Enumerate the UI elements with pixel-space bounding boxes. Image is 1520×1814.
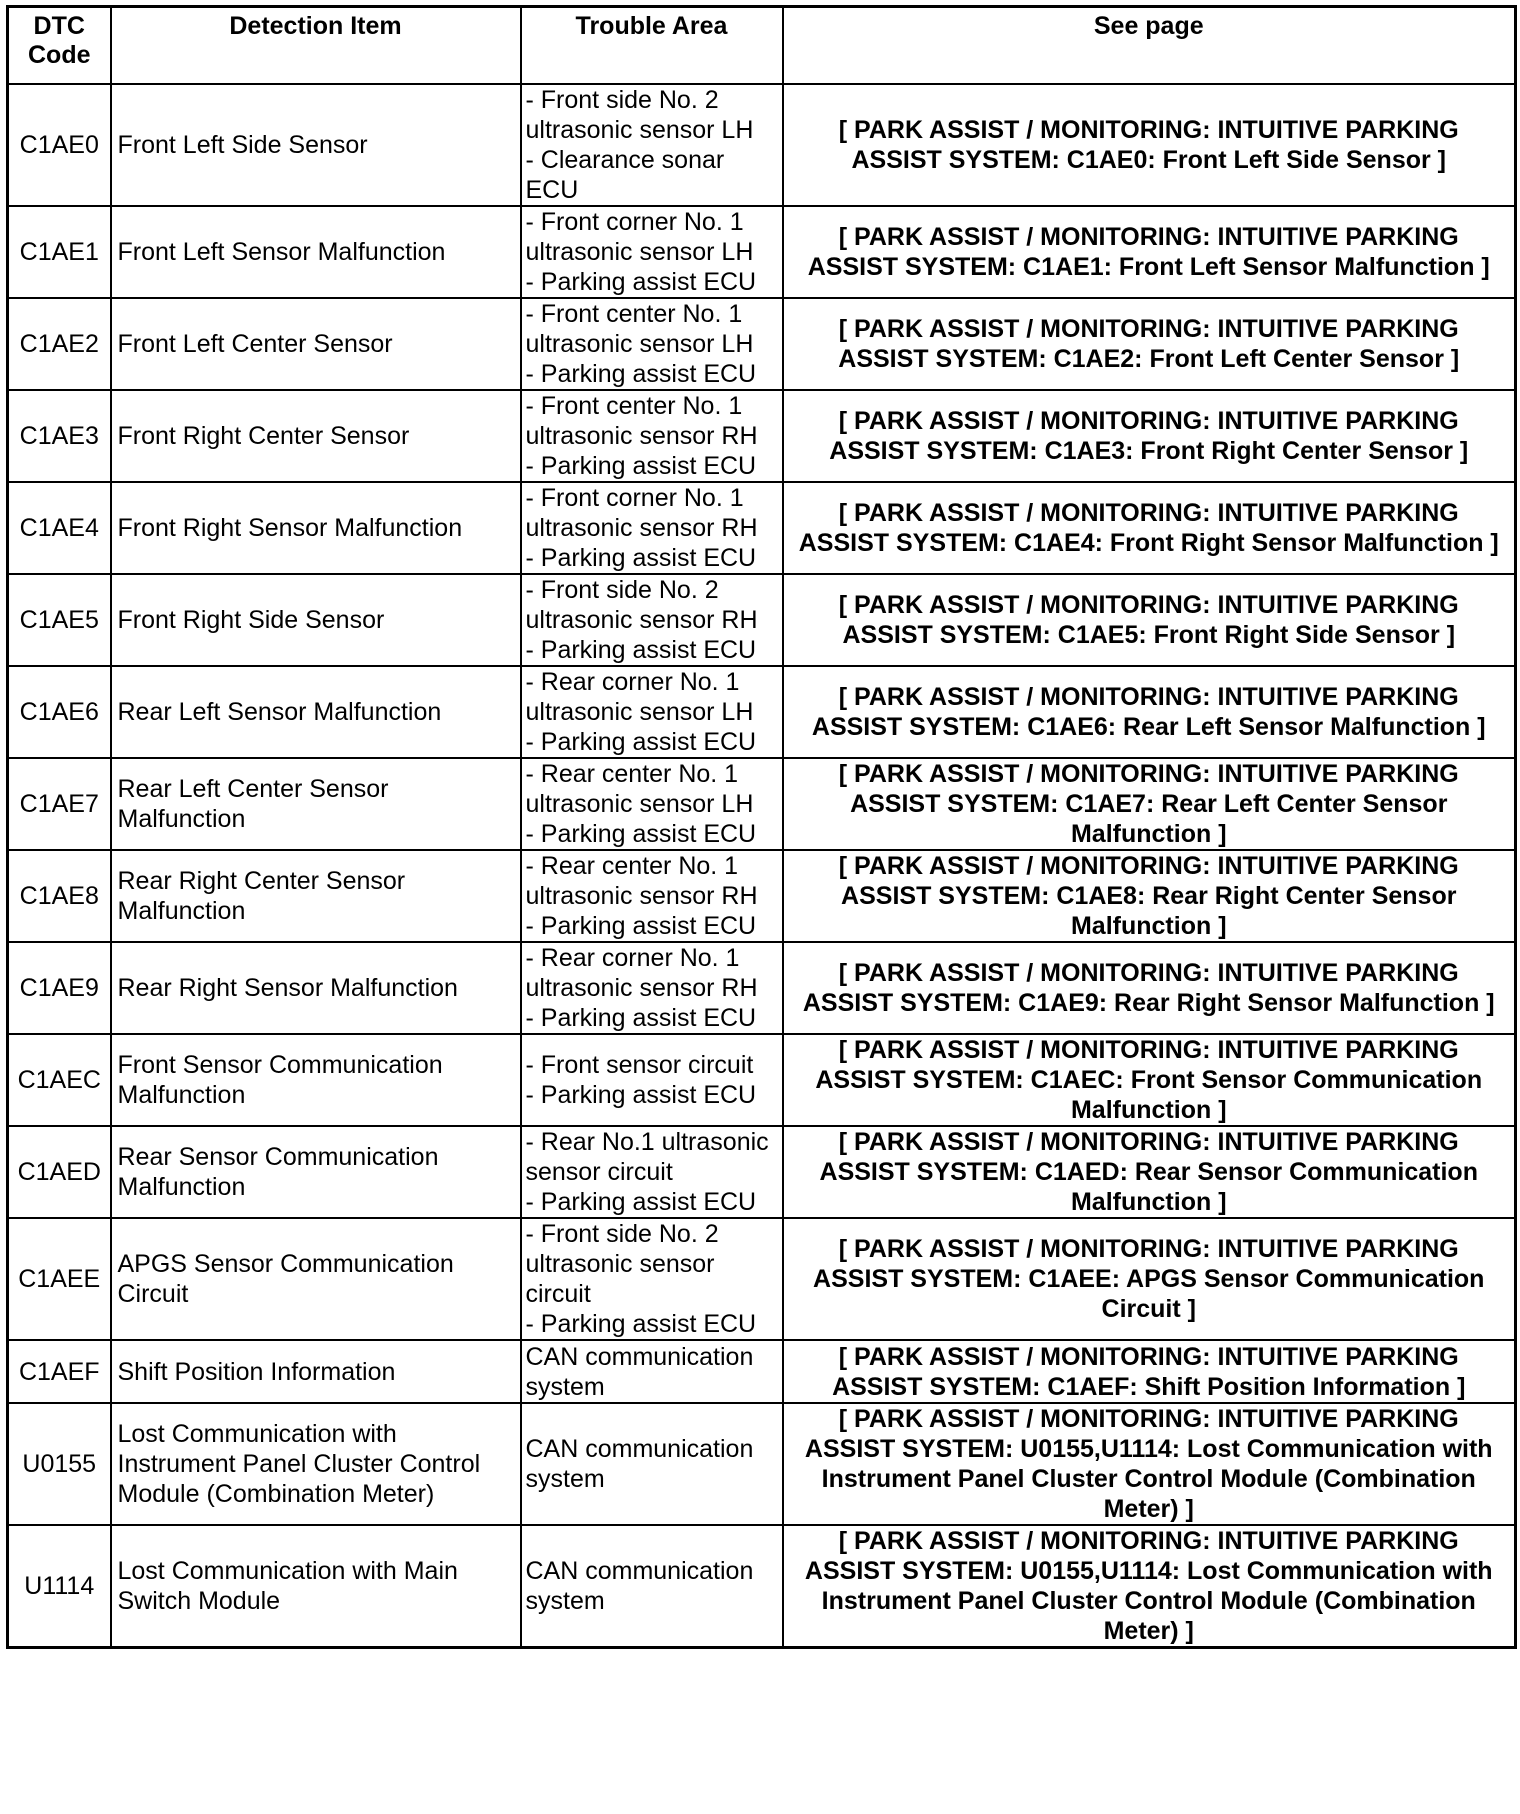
see-page-cell xyxy=(783,390,1516,482)
detection-item-cell-line: APGS Sensor Communication xyxy=(117,1250,454,1278)
trouble-area-cell-line: ultrasonic sensor LH xyxy=(525,330,754,358)
detection-item-cell-line: Rear Right Center Sensor xyxy=(117,867,406,895)
detection-item-cell xyxy=(111,206,521,298)
trouble-area-cell-line: - Parking assist ECU xyxy=(525,912,757,940)
see-page-cell-line: ASSIST SYSTEM: C1AE0: Front Left Side Sensor ] xyxy=(851,146,1447,174)
trouble-area-cell xyxy=(521,390,783,482)
trouble-area-cell-line: - Parking assist ECU xyxy=(525,636,757,664)
trouble-area-cell xyxy=(521,1340,783,1403)
trouble-area-cell-line: system xyxy=(525,1372,605,1401)
trouble-area-cell-line: ultrasonic sensor RH xyxy=(525,882,758,910)
see-page-cell xyxy=(783,1126,1516,1218)
see-page-cell-line: Malfunction ] xyxy=(1070,1096,1227,1124)
trouble-area-cell-line: ultrasonic sensor xyxy=(525,1250,715,1278)
see-page-cell-line: [ PARK ASSIST / MONITORING: INTUITIVE PARKING xyxy=(838,315,1459,343)
trouble-area-cell-line: - Front center No. 1 xyxy=(525,392,743,420)
see-page-cell-line: ASSIST SYSTEM: C1AED: Rear Sensor Communication xyxy=(819,1158,1478,1186)
trouble-area-cell-line: CAN communication xyxy=(525,1435,754,1463)
table-row xyxy=(8,666,1516,758)
see-page-cell-line: Malfunction ] xyxy=(1070,820,1227,848)
see-page-cell xyxy=(783,942,1516,1034)
trouble-area-cell-line: ultrasonic sensor LH xyxy=(525,116,754,144)
see-page-cell-line: [ PARK ASSIST / MONITORING: INTUITIVE PARKING xyxy=(838,499,1459,527)
see-page-cell xyxy=(783,482,1516,574)
see-page-cell-line: Malfunction ] xyxy=(1070,912,1227,940)
see-page-cell-line: [ PARK ASSIST / MONITORING: INTUITIVE PARKING xyxy=(838,959,1459,987)
see-page-cell-line: [ PARK ASSIST / MONITORING: INTUITIVE PARKING xyxy=(838,1128,1459,1156)
dtc-code-cell: C1AE7 xyxy=(8,758,111,850)
detection-item-cell-line: Rear Left Center Sensor xyxy=(117,775,389,803)
trouble-area-cell xyxy=(521,1218,783,1340)
detection-item-cell-line: Malfunction xyxy=(117,805,246,833)
table-row xyxy=(8,1126,1516,1218)
detection-item-cell xyxy=(111,482,521,574)
header-trouble-area: Trouble Area xyxy=(521,7,783,85)
detection-item-cell xyxy=(111,758,521,850)
detection-item-cell-line: Rear Right Sensor Malfunction xyxy=(117,974,458,1002)
detection-item-cell-line: Lost Communication with Main xyxy=(117,1557,458,1585)
table-row xyxy=(8,482,1516,574)
dtc-code-cell: C1AE6 xyxy=(8,666,111,758)
trouble-area-cell-line: ultrasonic sensor RH xyxy=(525,974,758,1002)
table-row xyxy=(8,298,1516,390)
trouble-area-cell-line: sensor circuit xyxy=(525,1158,673,1186)
trouble-area-cell-line: - Front side No. 2 xyxy=(525,576,719,604)
see-page-cell-line: ASSIST SYSTEM: U0155,U1114: Lost Communication with xyxy=(804,1435,1493,1463)
trouble-area-cell-line: - Rear corner No. 1 xyxy=(525,944,740,972)
dtc-code-cell: C1AED xyxy=(8,1126,111,1218)
see-page-cell-line: Meter) ] xyxy=(1103,1495,1194,1523)
header-detection-item: Detection Item xyxy=(111,7,521,85)
see-page-cell-line: Meter) ] xyxy=(1103,1617,1194,1645)
see-page-cell-line: [ PARK ASSIST / MONITORING: INTUITIVE PARKING xyxy=(838,116,1459,144)
see-page-cell xyxy=(783,574,1516,666)
see-page-cell-line: ASSIST SYSTEM: C1AE4: Front Right Sensor Malfunction ] xyxy=(798,529,1499,557)
dtc-code-cell: C1AE8 xyxy=(8,850,111,942)
see-page-cell xyxy=(783,206,1516,298)
see-page-cell-line: [ PARK ASSIST / MONITORING: INTUITIVE PARKING xyxy=(838,407,1459,435)
table-row xyxy=(8,942,1516,1034)
see-page-cell xyxy=(783,298,1516,390)
trouble-area-cell-line: ultrasonic sensor LH xyxy=(525,790,754,818)
trouble-area-cell-line: - Parking assist ECU xyxy=(525,544,757,572)
table-row xyxy=(8,390,1516,482)
trouble-area-cell-line: ECU xyxy=(525,176,579,204)
table-row xyxy=(8,1218,1516,1340)
see-page-cell-line: ASSIST SYSTEM: C1AE2: Front Left Center Sensor ] xyxy=(838,345,1460,373)
see-page-cell-line: ASSIST SYSTEM: C1AE7: Rear Left Center Sensor xyxy=(850,790,1448,818)
see-page-cell-line: ASSIST SYSTEM: C1AE3: Front Right Center Sensor ] xyxy=(829,437,1469,465)
trouble-area-cell-line: ultrasonic sensor LH xyxy=(525,238,754,266)
see-page-cell-line: [ PARK ASSIST / MONITORING: INTUITIVE PARKING xyxy=(838,683,1459,711)
detection-item-cell xyxy=(111,1034,521,1126)
header-dtc-code xyxy=(8,7,111,85)
detection-item-cell-line: Rear Sensor Communication xyxy=(117,1143,439,1171)
trouble-area-cell-line: ultrasonic sensor RH xyxy=(525,514,758,542)
trouble-area-cell-line: system xyxy=(525,1465,605,1493)
trouble-area-cell xyxy=(521,1126,783,1218)
trouble-area-cell-line: - Rear center No. 1 xyxy=(525,852,739,880)
see-page-cell-line: Instrument Panel Cluster Control Module (Combination xyxy=(821,1465,1476,1493)
detection-item-cell-line: Shift Position Information xyxy=(117,1357,396,1386)
see-page-cell-line: [ PARK ASSIST / MONITORING: INTUITIVE PARKING xyxy=(838,223,1459,251)
see-page-cell xyxy=(783,1403,1516,1525)
see-page-cell-line: Instrument Panel Cluster Control Module (Combination xyxy=(821,1587,1476,1615)
see-page-cell-line: [ PARK ASSIST / MONITORING: INTUITIVE PARKING xyxy=(838,1036,1459,1064)
see-page-cell xyxy=(783,758,1516,850)
see-page-cell-line: [ PARK ASSIST / MONITORING: INTUITIVE PARKING xyxy=(838,760,1459,788)
detection-item-cell-line: Front Left Center Sensor xyxy=(117,330,393,358)
detection-item-cell-line: Circuit xyxy=(117,1280,189,1308)
dtc-code-cell: C1AE9 xyxy=(8,942,111,1034)
trouble-area-cell-line: - Front corner No. 1 xyxy=(525,484,744,512)
detection-item-cell xyxy=(111,574,521,666)
trouble-area-cell-line: circuit xyxy=(525,1280,591,1308)
trouble-area-cell xyxy=(521,942,783,1034)
header-dtc-code-line1: DTC xyxy=(33,12,85,40)
detection-item-cell-line: Module (Combination Meter) xyxy=(117,1480,435,1508)
detection-item-cell xyxy=(111,850,521,942)
trouble-area-cell-line: CAN communication xyxy=(525,1342,754,1371)
dtc-code-cell: C1AE4 xyxy=(8,482,111,574)
trouble-area-cell-line: ultrasonic sensor RH xyxy=(525,606,758,634)
dtc-code-cell: U0155 xyxy=(8,1403,111,1525)
dtc-code-cell: C1AE5 xyxy=(8,574,111,666)
table-row xyxy=(8,1340,1516,1403)
see-page-cell xyxy=(783,1034,1516,1126)
dtc-code-cell: C1AE1 xyxy=(8,206,111,298)
table-row xyxy=(8,206,1516,298)
detection-item-cell xyxy=(111,1403,521,1525)
see-page-cell-line: ASSIST SYSTEM: C1AE9: Rear Right Sensor Malfunction ] xyxy=(802,989,1495,1017)
detection-item-cell-line: Front Right Center Sensor xyxy=(117,422,410,450)
trouble-area-cell-line: - Front sensor circuit xyxy=(525,1051,754,1079)
trouble-area-cell xyxy=(521,758,783,850)
see-page-cell xyxy=(783,666,1516,758)
dtc-code-cell: C1AE3 xyxy=(8,390,111,482)
detection-item-cell-line: Front Right Sensor Malfunction xyxy=(117,514,463,542)
trouble-area-cell-line: ultrasonic sensor LH xyxy=(525,698,754,726)
detection-item-cell-line: Front Left Sensor Malfunction xyxy=(117,238,446,266)
table-row xyxy=(8,574,1516,666)
table-row xyxy=(8,1525,1516,1648)
table-row xyxy=(8,758,1516,850)
see-page-cell-line: ASSIST SYSTEM: C1AE8: Rear Right Center Sensor xyxy=(841,882,1457,910)
trouble-area-cell xyxy=(521,1403,783,1525)
trouble-area-cell-line: ultrasonic sensor RH xyxy=(525,422,758,450)
trouble-area-cell-line: - Parking assist ECU xyxy=(525,1081,757,1109)
detection-item-cell xyxy=(111,1218,521,1340)
dtc-table-container xyxy=(6,5,1514,1649)
detection-item-cell-line: Front Sensor Communication xyxy=(117,1051,443,1079)
trouble-area-cell xyxy=(521,574,783,666)
trouble-area-cell-line: - Front corner No. 1 xyxy=(525,208,744,236)
dtc-code-cell: C1AE0 xyxy=(8,84,111,206)
trouble-area-cell xyxy=(521,298,783,390)
see-page-cell-line: Circuit ] xyxy=(1101,1295,1196,1323)
dtc-code-cell: C1AEE xyxy=(8,1218,111,1340)
table-row xyxy=(8,850,1516,942)
see-page-cell-line: Malfunction ] xyxy=(1070,1188,1227,1216)
detection-item-cell-line: Lost Communication with xyxy=(117,1420,397,1448)
see-page-cell-line: ASSIST SYSTEM: C1AE6: Rear Left Sensor Malfunction ] xyxy=(811,713,1486,741)
see-page-cell-line: ASSIST SYSTEM: C1AE5: Front Right Side Sensor ] xyxy=(842,621,1456,649)
detection-item-cell xyxy=(111,1525,521,1648)
detection-item-cell xyxy=(111,1126,521,1218)
trouble-area-cell-line: - Parking assist ECU xyxy=(525,1188,757,1216)
see-page-cell xyxy=(783,1525,1516,1648)
trouble-area-cell-line: - Rear corner No. 1 xyxy=(525,668,740,696)
see-page-cell-line: [ PARK ASSIST / MONITORING: INTUITIVE PARKING xyxy=(838,1405,1459,1433)
see-page-cell-line: ASSIST SYSTEM: U0155,U1114: Lost Communication with xyxy=(804,1557,1493,1585)
trouble-area-cell-line: - Front side No. 2 xyxy=(525,1220,719,1248)
trouble-area-cell-line: - Front side No. 2 xyxy=(525,86,719,114)
trouble-area-cell-line: system xyxy=(525,1587,605,1615)
table-body xyxy=(8,84,1516,1648)
detection-item-cell xyxy=(111,1340,521,1403)
trouble-area-cell-line: - Clearance sonar xyxy=(525,146,725,174)
trouble-area-cell xyxy=(521,84,783,206)
trouble-area-cell xyxy=(521,1034,783,1126)
see-page-cell xyxy=(783,84,1516,206)
detection-item-cell xyxy=(111,390,521,482)
trouble-area-cell xyxy=(521,666,783,758)
see-page-cell-line: ASSIST SYSTEM: C1AEC: Front Sensor Communication xyxy=(815,1066,1483,1094)
dtc-code-cell: U1114 xyxy=(8,1525,111,1648)
dtc-code-cell: C1AE2 xyxy=(8,298,111,390)
table-row xyxy=(8,84,1516,206)
detection-item-cell-line: Rear Left Sensor Malfunction xyxy=(117,698,442,726)
see-page-cell-line: ASSIST SYSTEM: C1AEE: APGS Sensor Communication xyxy=(813,1265,1485,1293)
header-see-page: See page xyxy=(783,7,1516,85)
dtc-table xyxy=(6,5,1517,1649)
trouble-area-cell xyxy=(521,482,783,574)
detection-item-cell xyxy=(111,84,521,206)
detection-item-cell-line: Front Left Side Sensor xyxy=(117,131,368,159)
see-page-cell xyxy=(783,1218,1516,1340)
trouble-area-cell xyxy=(521,1525,783,1648)
table-row xyxy=(8,1034,1516,1126)
trouble-area-cell-line: - Rear No.1 ultrasonic xyxy=(525,1128,769,1156)
see-page-cell-line: [ PARK ASSIST / MONITORING: INTUITIVE PARKING xyxy=(838,591,1459,619)
trouble-area-cell-line: - Parking assist ECU xyxy=(525,728,757,756)
detection-item-cell xyxy=(111,298,521,390)
trouble-area-cell-line: - Parking assist ECU xyxy=(525,360,757,388)
trouble-area-cell-line: CAN communication xyxy=(525,1557,754,1585)
trouble-area-cell-line: - Parking assist ECU xyxy=(525,268,757,296)
trouble-area-cell-line: - Parking assist ECU xyxy=(525,1310,757,1338)
trouble-area-cell xyxy=(521,206,783,298)
dtc-code-cell: C1AEC xyxy=(8,1034,111,1126)
see-page-cell-line: ASSIST SYSTEM: C1AE1: Front Left Sensor Malfunction ] xyxy=(807,253,1490,281)
detection-item-cell-line: Malfunction xyxy=(117,897,246,925)
see-page-cell-line: [ PARK ASSIST / MONITORING: INTUITIVE PARKING xyxy=(838,1527,1459,1555)
detection-item-cell xyxy=(111,942,521,1034)
detection-item-cell xyxy=(111,666,521,758)
see-page-cell-line: [ PARK ASSIST / MONITORING: INTUITIVE PARKING xyxy=(838,1235,1459,1263)
trouble-area-cell-line: - Parking assist ECU xyxy=(525,820,757,848)
detection-item-cell-line: Malfunction xyxy=(117,1081,246,1109)
dtc-code-cell: C1AEF xyxy=(8,1340,111,1403)
trouble-area-cell-line: - Front center No. 1 xyxy=(525,300,743,328)
trouble-area-cell-line: - Parking assist ECU xyxy=(525,1004,757,1032)
see-page-cell xyxy=(783,1340,1516,1403)
header-dtc-code-line2: Code xyxy=(28,41,91,69)
detection-item-cell-line: Instrument Panel Cluster Control xyxy=(117,1450,481,1478)
see-page-cell xyxy=(783,850,1516,942)
header-row xyxy=(8,7,1516,85)
detection-item-cell-line: Switch Module xyxy=(117,1587,281,1615)
detection-item-cell-line: Front Right Side Sensor xyxy=(117,606,385,634)
trouble-area-cell xyxy=(521,850,783,942)
see-page-cell-line: [ PARK ASSIST / MONITORING: INTUITIVE PARKING xyxy=(838,1342,1459,1371)
detection-item-cell-line: Malfunction xyxy=(117,1173,246,1201)
see-page-cell-line: ASSIST SYSTEM: C1AEF: Shift Position Information ] xyxy=(832,1372,1466,1401)
trouble-area-cell-line: - Rear center No. 1 xyxy=(525,760,739,788)
see-page-cell-line: [ PARK ASSIST / MONITORING: INTUITIVE PARKING xyxy=(838,852,1459,880)
trouble-area-cell-line: - Parking assist ECU xyxy=(525,452,757,480)
table-row xyxy=(8,1403,1516,1525)
